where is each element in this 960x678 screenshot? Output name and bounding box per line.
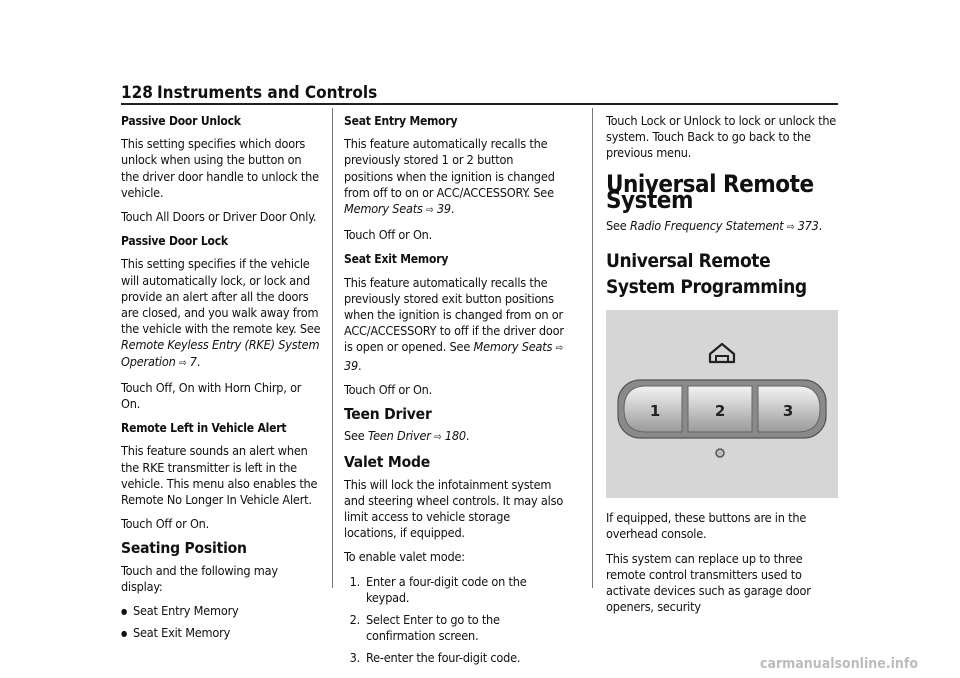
page-ref[interactable]: 7 [189, 353, 197, 369]
page-ref[interactable]: 180 [444, 428, 466, 444]
page-ref[interactable]: 373 [797, 218, 819, 234]
page-arrow-icon: ⇨ [434, 432, 442, 444]
page-header [121, 83, 838, 105]
paragraph: Touch Off, On with Horn Chirp, or On. [121, 379, 302, 412]
page-ref[interactable]: 39 [436, 201, 451, 217]
universal-remote-buttons-figure [606, 310, 838, 498]
paragraph: This setting specifies if the vehicle will automatically lock, or lock and provide an alert after all the doors are closed, and you walk away from the vehicle with the remote key. See Remote Keyless Entry (RKE) System Operation ⇨ 7. [121, 256, 321, 369]
page-ref[interactable]: 39 [344, 357, 359, 373]
overhead-console-illustration [606, 310, 838, 498]
steps-list [344, 574, 564, 667]
cross-reference-link[interactable]: Memory Seats [344, 201, 423, 217]
page-arrow-icon: ⇨ [786, 222, 795, 234]
column-divider [332, 108, 333, 588]
paragraph: This feature sounds an alert when the RKE transmitter is left in the vehicle. This menu also enables the Remote No Longer In Vehicle Alert. [121, 443, 318, 508]
paragraph: This will lock the infotainment system and steering wheel controls. It may also limit access to vehicle storage locations, if equipped. [344, 476, 564, 541]
subheading: Passive Door Unlock [121, 114, 241, 128]
paragraph: This system can replace up to three remote control transmitters used to activate devices such as garage door openers, security [606, 550, 811, 615]
subheading: Remote Left in Vehicle Alert [121, 421, 287, 436]
header-rule [121, 103, 838, 105]
cross-reference-link[interactable]: Radio Frequency Statement [629, 218, 784, 234]
subheading: Passive Door Lock [121, 234, 228, 249]
indicator-light [716, 449, 724, 457]
garage-door-icon [710, 344, 734, 362]
column-3 [606, 113, 838, 623]
paragraph: Touch All Doors or Driver Door Only. [121, 209, 317, 225]
list-item: ● Seat Exit Memory [121, 625, 321, 641]
list-item: 1. Enter a four-digit code on the keypad. [349, 573, 527, 605]
column-divider [592, 108, 593, 588]
list-item: ● Seat Entry Memory [121, 603, 321, 619]
page-arrow-icon: ⇨ [179, 357, 187, 369]
paragraph: Touch and the following may display: [121, 562, 278, 594]
paragraph: To enable valet mode: [344, 549, 465, 565]
cross-reference-link[interactable]: Remote Keyless Entry (RKE) System Operation [121, 337, 320, 369]
section-heading: Teen Driver [344, 405, 432, 424]
button-label: 3 [782, 402, 794, 421]
paragraph: See Radio Frequency Statement ⇨ 373. [606, 218, 823, 234]
paragraph: This setting specifies which doors unlock when using the button on the driver door handle to unlock the vehicle. [121, 136, 319, 200]
cross-reference-link[interactable]: Memory Seats [473, 339, 553, 355]
paragraph: Touch Off or On. [344, 227, 433, 243]
page-arrow-icon: ⇨ [555, 343, 563, 355]
list-item: 2. Select Enter to go to the confirmation screen. [349, 612, 500, 644]
paragraph: Touch Lock or Unlock to lock or unlock the system. Touch Back to go back to the previous menu. [606, 113, 837, 161]
cross-reference-link[interactable]: Teen Driver [367, 428, 431, 444]
column-1 [121, 113, 321, 647]
list-item: 3. Re-enter the four-digit code. [349, 650, 521, 666]
page-arrow-icon: ⇨ [426, 205, 434, 217]
paragraph: This feature automatically recalls the previously stored exit button positions when the ignition is changed from on or ACC/ACCESSORY to off if the driver door is open or opened. See Memory Seats ⇨ 39. [344, 274, 564, 373]
subheading: Seat Entry Memory [344, 114, 458, 128]
watermark: carmanualsonline.info [760, 656, 919, 672]
subheading: Seat Exit Memory [344, 252, 449, 267]
section-heading: Universal Remote System Programming [606, 250, 807, 299]
chapter-heading: Universal Remote System [606, 169, 814, 214]
paragraph: See Teen Driver ⇨ 180. [344, 428, 470, 444]
paragraph: This feature automatically recalls the previously stored 1 or 2 button positions when the ignition is changed from off to on or ACC/ACCESSORY. See Memory Seats ⇨ 39. [344, 136, 555, 217]
paragraph: Touch Off or On. [121, 516, 210, 532]
button-label: 2 [714, 402, 726, 421]
section-heading: Valet Mode [344, 453, 431, 472]
button-label: 1 [649, 402, 661, 421]
section-heading: Seating Position [121, 539, 247, 558]
section-title: Instruments and Controls [157, 83, 378, 103]
paragraph: If equipped, these buttons are in the overhead console. [606, 510, 807, 542]
paragraph: Touch Off or On. [344, 381, 433, 397]
bullet-list [121, 603, 321, 641]
column-2 [344, 113, 564, 673]
page-number: 128 [121, 83, 153, 103]
